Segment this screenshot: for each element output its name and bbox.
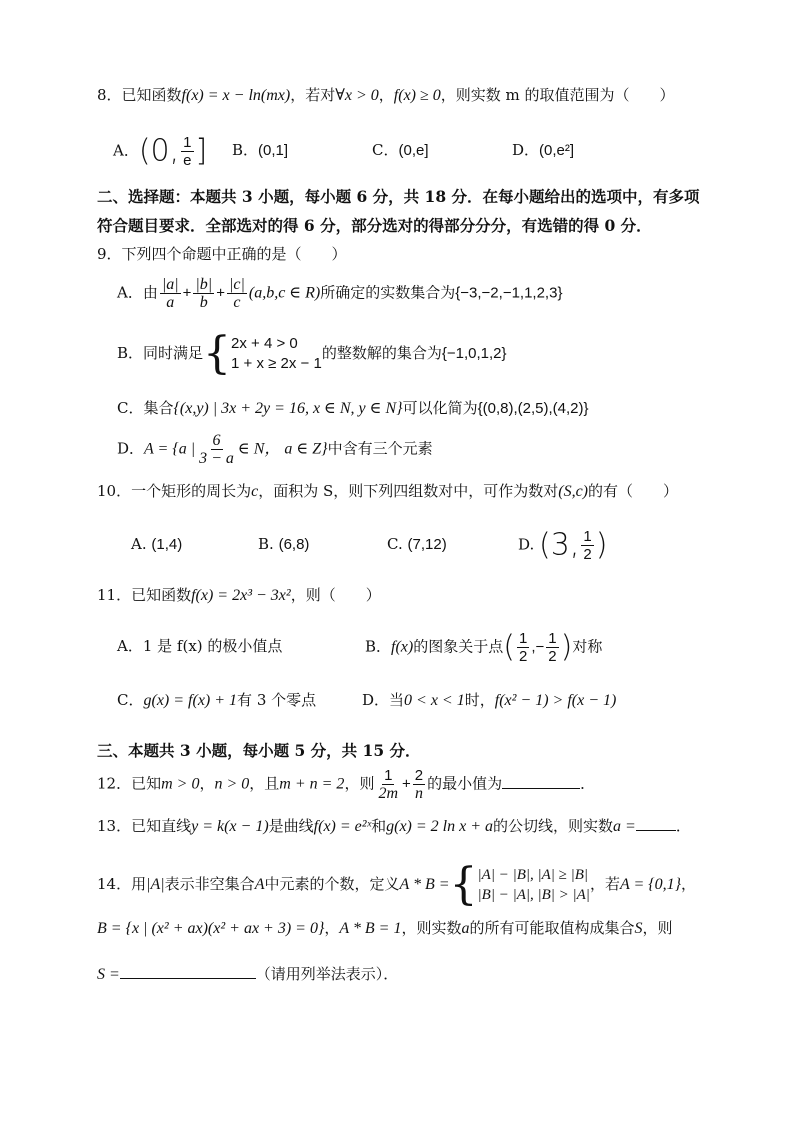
q9-a-label: A．由	[117, 283, 158, 302]
q10-pair: (S,c)	[558, 483, 589, 500]
q14-t4: ，	[324, 919, 340, 937]
q12-f2d: n	[414, 785, 423, 802]
q8-d-label: D．	[512, 141, 540, 159]
q11-text-2: ，则（ ）	[290, 586, 381, 604]
q11-d-text: 时，	[464, 691, 495, 709]
q8-a-fraction	[181, 134, 193, 169]
q10-c: c	[251, 483, 259, 500]
q9-a-f1-num: |a|	[161, 276, 179, 293]
q11-b-frac-1	[517, 630, 529, 665]
q11-b-n2: 1	[548, 630, 557, 647]
q13-line: y = k(x − 1)	[191, 818, 269, 835]
q11-d-cond: 0 < x < 1	[404, 692, 465, 709]
q9-a-f3-den: c	[233, 294, 241, 311]
q9-d-text: 中含有三个元素	[327, 439, 433, 458]
q11-b-post: 对称	[572, 637, 603, 656]
q9-a-text: 所确定的实数集合为	[320, 283, 456, 302]
q9-a-set: {−3,−2,−1,1,2,3}	[455, 284, 563, 302]
q8-a-pre: (0,	[138, 133, 180, 169]
q9-a-f2-den: b	[199, 294, 208, 311]
q12-c2: n > 0	[214, 775, 250, 793]
q10-text-1: 10．一个矩形的周长为	[97, 482, 252, 500]
q14-a-symbol: A	[254, 876, 265, 893]
q13-var: a =	[613, 818, 636, 835]
q8-option-c	[372, 140, 429, 161]
q8-number: 8．已知函数	[97, 86, 182, 104]
q10-d-post: )	[595, 527, 608, 563]
q9-d-num: 6	[212, 432, 221, 449]
q12-sep3: ，则	[344, 774, 375, 793]
q14-label: 14．用	[97, 875, 147, 893]
q12-c3: m + n = 2	[279, 775, 345, 793]
q12-text: 的最小值为	[427, 774, 503, 793]
q8-text-1: ，若对	[290, 86, 336, 104]
q13-and: 和	[371, 817, 387, 835]
q14-t1: 表示非空集合	[164, 875, 255, 893]
q9-a-f2-num: |b|	[195, 276, 213, 293]
q14-answer-blank[interactable]	[120, 978, 256, 979]
q13-curve-1: f(x) = e²ˣ	[313, 818, 372, 835]
q8-function: f(x) = x − ln(mx)	[181, 87, 291, 104]
q14-cond: A * B = 1	[339, 920, 402, 937]
q10-a-value: (1,4)	[151, 536, 183, 553]
q9-option-d	[117, 432, 433, 467]
q11-c-label: C．	[117, 691, 144, 709]
q9-b-row-2: 1 + x ≥ 2x − 1	[231, 355, 322, 372]
q9-d-label: D．	[117, 439, 145, 458]
q10-d-pre: (3,	[539, 527, 580, 563]
q9-c-set: {(x,y) | 3x + 2y = 16, x ∈ N, y ∈ N}	[173, 400, 403, 417]
q13-text: 的公切线，则实数	[493, 817, 614, 835]
q8-b-value: (0,1]	[258, 142, 289, 159]
q11-stem	[97, 585, 381, 606]
q14-t8: （请用列举法表示）．	[255, 965, 399, 983]
q11-text-1: 11．已知函数	[97, 586, 192, 604]
q13	[97, 816, 691, 837]
q11-option-a: A．1 是 f(x) 的极小值点	[117, 637, 283, 655]
q11-b-label: B．	[365, 637, 392, 656]
q12-label: 12．已知	[97, 774, 162, 793]
q10-option-c	[387, 534, 447, 555]
q8-quantifier: ∀x > 0	[335, 87, 379, 104]
q8-option-d	[512, 140, 574, 161]
q9-c-label: C．集合	[117, 399, 174, 417]
q10-b-label: B.	[258, 535, 274, 553]
q11-b-d1: 2	[518, 648, 528, 665]
q12	[97, 767, 595, 802]
q14-set-a: A = {0,1}	[619, 876, 682, 893]
q12-c1: m > 0	[161, 775, 200, 793]
q13-mid: 是曲线	[268, 817, 314, 835]
q12-frac-1	[376, 767, 400, 802]
q9-a-condition: (a,b,c ∈ R)	[248, 284, 321, 302]
q12-plus: +	[402, 775, 411, 793]
q9-c-text: 可以化简为	[402, 399, 478, 417]
q11-d-ineq: f(x² − 1) > f(x − 1)	[494, 692, 617, 709]
q10-d-num: 1	[583, 528, 592, 545]
q11-option-b: B．f(x)的图象关于点( $\frac{1}{2}$ ,− $\frac{1}{2}$ )对称	[365, 629, 603, 665]
q11-c-text: 有 3 个零点	[237, 691, 317, 709]
q8-b-label: B．	[232, 141, 259, 159]
q10-d-label: D.	[518, 535, 535, 554]
q14-line-1	[97, 859, 697, 910]
q14-s-eq: S =	[97, 966, 120, 983]
q8-a-label: A．	[113, 141, 139, 160]
q9-d-post: ∈ N， a ∈ Z}	[237, 440, 328, 458]
q11-d-label: D．当	[362, 691, 405, 709]
q12-f1n: 1	[384, 767, 393, 784]
q11-c-fx: g(x) = f(x) + 1	[143, 692, 238, 709]
q9-b-system: { 2x + 4 > 0 1 + x ≥ 2x − 1	[203, 328, 322, 379]
q14-abs: |A|	[146, 876, 165, 893]
q10-d-den: 2	[583, 546, 592, 563]
q12-f1d: 2m	[378, 785, 399, 802]
q13-answer-blank[interactable]	[636, 830, 676, 831]
q9-option-b	[117, 328, 507, 379]
q10-a-label: A.	[131, 535, 147, 553]
q12-sep2: ，且	[249, 774, 280, 793]
q12-answer-blank[interactable]	[502, 788, 580, 789]
q9-b-row-1: 2x + 4 > 0	[231, 335, 298, 352]
section-2-line-2: 符合题目要求．全部选对的得 6 分，部分选对的得部分分分，有选错的得 0 分．	[97, 216, 652, 235]
q12-f2n: 2	[414, 767, 424, 784]
q14-t5: ，则实数	[401, 919, 462, 937]
q10-option-d	[518, 528, 607, 563]
q9-a-frac-2	[193, 276, 214, 311]
q12-frac-2	[413, 767, 425, 802]
q11-b-text: 的图象关于点	[413, 637, 504, 656]
q8-option-a	[113, 134, 207, 169]
q14-row-1: |A| − |B|, |A| ≥ |B|	[477, 867, 589, 883]
section-3-title: 三、本题共 3 小题，每小题 5 分，共 15 分．	[97, 741, 421, 760]
q14-row-2: |B| − |A|, |B| > |A|	[477, 887, 590, 903]
q9-d-fraction	[197, 432, 236, 467]
q8-tail: ，则实数 m 的取值范围为（ ）	[440, 86, 675, 104]
q14-def-system: { |A| − |B|, |A| ≥ |B| |B| − |A|, |B| > |A|	[449, 859, 590, 910]
q14-t2: 中元素的个数，定义	[264, 875, 400, 893]
q10-stem	[97, 481, 678, 502]
q14-def: A * B =	[399, 876, 450, 893]
q11-b-d2: 2	[548, 648, 557, 665]
q14-line-2	[97, 918, 673, 939]
q14-comma: ，	[681, 875, 697, 893]
q10-option-b	[258, 534, 309, 555]
q9-b-label: B．同时满足	[117, 344, 204, 362]
q14-line-3	[97, 964, 398, 985]
q8-comma: ，	[378, 86, 394, 104]
q10-c-label: C.	[387, 535, 403, 553]
q11-function: f(x) = 2x³ − 3x²	[191, 587, 291, 604]
q14-t7: ，则	[642, 919, 673, 937]
q10-text-3: 的有（ ）	[588, 482, 679, 500]
q9-d-pre: A = {a |	[144, 440, 196, 458]
q9-b-set: {−1,0,1,2}	[441, 345, 507, 362]
q9-b-text: 的整数解的集合为	[321, 344, 442, 362]
q11-b-n1: 1	[518, 630, 528, 647]
q13-curve-2: g(x) = 2 ln x + a	[386, 818, 494, 835]
q8-c-value: (0,e]	[398, 142, 429, 159]
q8-c-label: C．	[372, 141, 399, 159]
q10-c-value: (7,12)	[407, 536, 447, 553]
q14-t3: ，若	[589, 875, 620, 893]
q10-b-value: (6,8)	[278, 536, 310, 553]
q10-option-a	[131, 534, 182, 555]
q8-a-post: ]	[195, 133, 208, 169]
q14-set-b: B = {x | (x² + ax)(x² + ax + 3) = 0}	[97, 920, 325, 937]
q13-end: ．	[675, 817, 691, 835]
q8-a-num: 1	[183, 134, 192, 151]
section-2-line-1: 二、选择题：本题共 3 小题，每小题 6 分，共 18 分．在每小题给出的选项中，有多项	[97, 187, 700, 206]
q11-b-fx: f(x)	[391, 638, 414, 656]
q11-option-d	[362, 690, 616, 711]
q9-a-frac-3	[227, 276, 247, 311]
q11-b-frac-2	[546, 630, 558, 665]
q12-sep1: ，	[199, 774, 215, 793]
q12-end: ．	[580, 774, 596, 793]
q8-d-value: (0,e²]	[539, 142, 575, 159]
q11-option-c	[117, 690, 316, 711]
q10-d-fraction	[581, 528, 593, 563]
q9-d-den: 3 − a	[199, 450, 234, 467]
q14-s-var: S	[634, 920, 643, 937]
q10-text-2: ，面积为 S，则下列四组数对中，可作为数对	[258, 482, 559, 500]
q9-option-c	[117, 398, 588, 419]
q9-a-f3-num: |c|	[228, 276, 245, 293]
q9-option-a: A．由 $\frac{|a|}{a}$ + $\frac{|b|}{b}$ + $\frac{|c|}{c}$ (a,b,c ∈ R)所确定的实数集合为{−3,−2,−1,1,2,3}	[117, 276, 563, 311]
q8-stem	[97, 85, 675, 106]
q9-a-frac-1	[160, 276, 181, 311]
q9-stem: 9．下列四个命题中正确的是（ ）	[97, 245, 347, 263]
q9-a-f1-den: a	[166, 294, 175, 311]
q9-c-result: {(0,8),(2,5),(4,2)}	[477, 400, 589, 417]
q8-condition: f(x) ≥ 0	[393, 87, 441, 104]
q14-a-var: a	[461, 920, 470, 937]
q14-t6: 的所有可能取值构成集合	[469, 919, 635, 937]
q13-label: 13．已知直线	[97, 817, 192, 835]
q8-a-den: e	[183, 152, 192, 169]
q8-option-b	[232, 140, 288, 161]
